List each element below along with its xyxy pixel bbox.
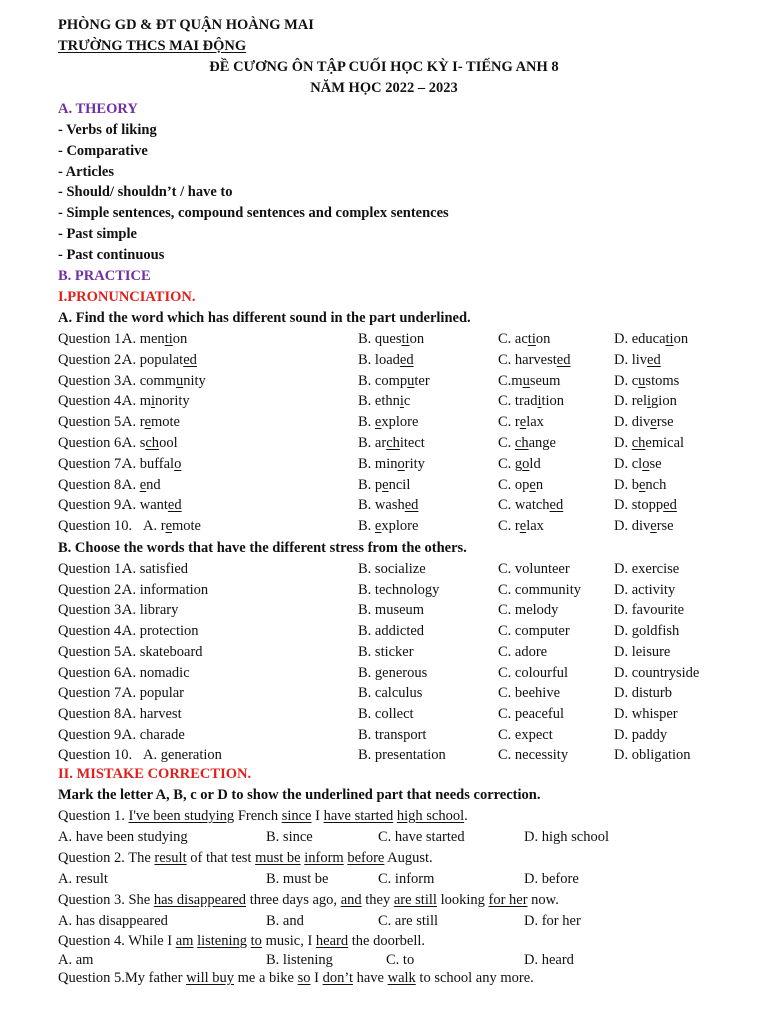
answer-option: D. high school xyxy=(524,829,609,845)
mistake-instruction-line xyxy=(0,785,768,805)
theory-item-text: - Comparative xyxy=(58,142,148,159)
question-number: Question 7. xyxy=(58,685,125,702)
answer-option: C. are still xyxy=(378,913,439,929)
theory-item-text: - Verbs of liking xyxy=(58,122,157,138)
theory-item xyxy=(0,141,768,161)
underlined-part: e xyxy=(650,518,657,535)
option-c: C. colourful xyxy=(498,664,569,681)
option-b: B. ethnic xyxy=(358,393,411,410)
answer-option: C. have started xyxy=(378,829,465,845)
answer-options xyxy=(0,869,768,889)
theory-item xyxy=(0,224,768,244)
option-d: D. lived xyxy=(614,351,661,368)
option-a: A. generation xyxy=(143,747,222,764)
option-c: C. harvested xyxy=(498,351,571,368)
question-number: Question 3. xyxy=(58,372,125,389)
theory-item xyxy=(0,182,768,202)
option-c: C. watched xyxy=(498,497,564,514)
option-a: A. buffalo xyxy=(122,455,182,472)
table-row xyxy=(0,371,768,391)
theory-heading: A. THEORY xyxy=(58,101,138,117)
pronunciation-heading: I.PRONUNCIATION. xyxy=(58,289,196,305)
answer-option: A. am xyxy=(58,952,94,968)
question-number: Question 3. xyxy=(58,602,125,619)
option-c: C. computer xyxy=(498,623,570,640)
underlined-part: e xyxy=(144,414,151,431)
underlined-part: ti xyxy=(665,331,674,347)
option-d: D. activity xyxy=(614,581,676,598)
table-row xyxy=(0,495,768,515)
table-row xyxy=(0,454,768,474)
theory-item-text: - Simple sentences, compound sentences and complex sentences xyxy=(58,205,449,222)
answer-option: B. since xyxy=(266,829,313,845)
question-number: Question 1. xyxy=(58,561,125,577)
option-a: A. satisfied xyxy=(122,561,189,577)
underlined-part: before xyxy=(347,850,385,866)
question-sentence: Question 5.My father will buy me a bike so I don’t have walk to school any more. xyxy=(58,970,534,986)
option-d: D. education xyxy=(614,331,689,347)
answer-options xyxy=(0,950,768,970)
question-sentence: Question 4. While I am listening to music, I heard the doorbell. xyxy=(58,933,426,949)
underlined-part: e xyxy=(638,476,646,493)
option-b: B. addicted xyxy=(358,623,425,640)
underlined-part: o xyxy=(642,455,650,472)
option-a: A. information xyxy=(122,581,209,598)
theory-item xyxy=(0,162,768,182)
option-a: A. popular xyxy=(122,685,185,702)
underlined-part: heard xyxy=(315,933,349,949)
theory-item-text: - Past simple xyxy=(58,226,137,242)
answer-option: C. to xyxy=(386,952,415,968)
answer-option: C. inform xyxy=(378,871,435,887)
theory-item xyxy=(0,203,768,223)
school-line xyxy=(0,36,768,56)
underlined-part: e xyxy=(529,476,536,493)
practice-heading: B. PRACTICE xyxy=(58,268,151,284)
option-d: D. favourite xyxy=(614,602,685,619)
underlined-part: walk xyxy=(387,970,416,986)
underlined-part: ed xyxy=(663,497,677,514)
underlined-part: are still xyxy=(393,892,437,908)
table-row xyxy=(0,559,768,579)
theory-item xyxy=(0,245,768,265)
document-title: ĐỀ CƯƠNG ÔN TẬP CUỐI HỌC KỲ I- TIẾNG ANH 8 xyxy=(209,59,559,75)
underlined-part: ti xyxy=(401,331,410,347)
option-d: D. stopped xyxy=(614,497,677,514)
underlined-part: o xyxy=(397,455,405,472)
option-d: D. whisper xyxy=(614,705,678,722)
mistake-heading: II. MISTAKE CORRECTION. xyxy=(58,766,252,782)
answer-option: A. have been studying xyxy=(58,829,188,845)
option-d: D. diverse xyxy=(614,414,674,431)
table-row xyxy=(0,580,768,600)
underlined-part: ed xyxy=(647,351,661,368)
answer-option: B. listening xyxy=(266,952,333,968)
question-number: Question 4. xyxy=(58,623,125,640)
mistake-question xyxy=(0,931,768,951)
table-row xyxy=(0,745,768,765)
option-d: D. obligation xyxy=(614,747,691,764)
table-row xyxy=(0,621,768,641)
underlined-part: has disappeared xyxy=(153,892,247,908)
question-number: Question 7. xyxy=(58,455,125,472)
question-sentence: Question 2. The result of that test must be inform before August. xyxy=(58,850,433,866)
underlined-part: so xyxy=(297,970,311,986)
underlined-part: don’t xyxy=(322,970,353,986)
question-number: Question 9. xyxy=(58,726,125,743)
option-b: B. generous xyxy=(358,664,428,681)
option-d: D. leisure xyxy=(614,643,671,660)
underlined-part: e xyxy=(519,414,527,431)
option-a: A. end xyxy=(122,476,161,493)
table-row xyxy=(0,475,768,495)
question-number: Question 10. xyxy=(58,518,133,535)
department-name: PHÒNG GD & ĐT QUẬN HOÀNG MAI xyxy=(58,17,314,33)
option-d: D. goldfish xyxy=(614,623,680,640)
underlined-part: ed xyxy=(167,497,182,514)
pronunciation-heading-line xyxy=(0,287,768,307)
option-b: B. transport xyxy=(358,726,427,743)
option-d: D. customs xyxy=(614,372,680,389)
underlined-part: i xyxy=(647,393,652,410)
question-number: Question 6. xyxy=(58,435,125,451)
option-d: D. religion xyxy=(614,393,677,410)
department-line xyxy=(0,15,768,35)
underlined-part: high school xyxy=(396,808,465,824)
option-a: A. remote xyxy=(143,518,201,535)
answer-option: B. must be xyxy=(266,871,329,887)
option-b: B. calculus xyxy=(358,685,423,702)
school-year: NĂM HỌC 2022 – 2023 xyxy=(310,80,458,96)
part-b-instruction: B. Choose the words that have the different stress from the others. xyxy=(58,540,467,556)
underlined-part: e xyxy=(519,518,527,535)
table-row xyxy=(0,350,768,370)
question-sentence: Question 3. She has disappeared three days ago, and they are still looking for her now. xyxy=(58,892,559,908)
option-c: C. beehive xyxy=(498,685,561,702)
table-row xyxy=(0,391,768,411)
title-line xyxy=(0,57,768,77)
underlined-part: u xyxy=(638,372,646,389)
option-a: A. nomadic xyxy=(122,664,190,681)
theory-item xyxy=(0,120,768,140)
mistake-instruction: Mark the letter A, B, c or D to show the underlined part that needs correction. xyxy=(58,787,541,803)
option-d: D. disturb xyxy=(614,685,672,702)
part-b-instruction-line xyxy=(0,538,768,558)
option-c: C. relax xyxy=(498,414,544,431)
underlined-part: to xyxy=(250,933,262,949)
option-b: B. collect xyxy=(358,705,414,722)
question-number: Question 8. xyxy=(58,476,125,493)
option-a: A. harvest xyxy=(122,705,182,722)
answer-options xyxy=(0,827,768,847)
underlined-part: I've been studying xyxy=(128,808,235,824)
option-d: D. close xyxy=(614,455,662,472)
underlined-part: ch xyxy=(631,435,646,451)
underlined-part: ti xyxy=(527,331,536,347)
theory-item-text: - Past continuous xyxy=(58,246,165,263)
option-c: C. open xyxy=(498,476,544,493)
theory-heading-line xyxy=(0,99,768,119)
question-number: Question 4. xyxy=(58,393,125,410)
school-name: TRƯỜNG THCS MAI ĐỘNG xyxy=(58,38,247,54)
underlined-part: inform xyxy=(304,850,344,866)
option-c: C. community xyxy=(498,581,581,598)
question-number: Question 5. xyxy=(58,643,125,660)
theory-item-text: - Articles xyxy=(58,163,114,180)
option-d: D. countryside xyxy=(614,664,700,681)
option-b: B. minority xyxy=(358,455,425,472)
option-c: C. necessity xyxy=(498,747,569,764)
table-row xyxy=(0,516,768,536)
mistake-heading-line xyxy=(0,764,768,784)
option-c: C. gold xyxy=(498,455,541,472)
option-a: A. minority xyxy=(122,393,190,410)
table-row xyxy=(0,704,768,724)
option-c: C.museum xyxy=(498,372,561,389)
option-a: A. wanted xyxy=(122,497,182,514)
underlined-part: ch xyxy=(514,435,529,451)
option-a: A. library xyxy=(122,602,179,619)
underlined-part: must be xyxy=(255,850,301,866)
mistake-question xyxy=(0,968,768,988)
underlined-part: ed xyxy=(183,351,197,368)
underlined-part: o xyxy=(174,455,182,472)
practice-heading-line xyxy=(0,266,768,286)
underlined-part: ti xyxy=(164,331,173,347)
underlined-part: e xyxy=(165,518,172,535)
option-c: C. peaceful xyxy=(498,705,565,722)
table-row xyxy=(0,329,768,349)
option-b: B. washed xyxy=(358,497,419,514)
underlined-part: o xyxy=(522,455,530,472)
underlined-part: ch xyxy=(386,435,400,451)
option-a: A. mention xyxy=(122,331,188,347)
underlined-part: listening xyxy=(197,933,248,949)
table-row xyxy=(0,433,768,453)
underlined-part: e xyxy=(139,476,147,493)
question-number: Question 10. xyxy=(58,747,133,764)
option-b: B. computer xyxy=(358,372,430,389)
table-row xyxy=(0,725,768,745)
underlined-part: i xyxy=(537,393,542,410)
question-sentence: Question 1. I've been studying French since I have started high school. xyxy=(58,808,468,824)
option-c: C. tradition xyxy=(498,393,565,410)
question-number: Question 8. xyxy=(58,705,125,722)
underlined-part: e xyxy=(374,414,382,431)
part-a-instruction-line xyxy=(0,308,768,328)
underlined-part: ch xyxy=(145,435,160,451)
option-b: B. museum xyxy=(358,602,425,619)
option-a: A. community xyxy=(122,372,206,389)
option-c: C. change xyxy=(498,435,556,451)
underlined-part: i xyxy=(151,393,156,410)
table-row xyxy=(0,663,768,683)
option-c: C. adore xyxy=(498,643,548,660)
question-number: Question 6. xyxy=(58,664,125,681)
option-b: B. architect xyxy=(358,435,425,451)
option-c: C. expect xyxy=(498,726,553,743)
option-a: A. remote xyxy=(122,414,180,431)
option-a: A. populated xyxy=(122,351,197,368)
question-number: Question 1. xyxy=(58,331,125,347)
underlined-part: ed xyxy=(399,351,414,368)
table-row xyxy=(0,412,768,432)
underlined-part: u xyxy=(407,372,415,389)
mistake-question xyxy=(0,890,768,910)
option-c: C. volunteer xyxy=(498,561,570,577)
option-b: B. loaded xyxy=(358,351,414,368)
option-a: A. school xyxy=(122,435,178,451)
option-c: C. action xyxy=(498,331,551,347)
option-a: A. protection xyxy=(122,623,199,640)
year-line xyxy=(0,78,768,98)
underlined-part: e xyxy=(650,414,657,431)
underlined-part: ed xyxy=(404,497,419,514)
underlined-part: u xyxy=(175,372,184,389)
answer-options xyxy=(0,911,768,931)
question-number: Question 9. xyxy=(58,497,125,514)
mistake-question xyxy=(0,848,768,868)
underlined-part: i xyxy=(399,393,404,410)
table-row xyxy=(0,600,768,620)
option-d: D. chemical xyxy=(614,435,685,451)
answer-option: B. and xyxy=(266,913,304,929)
option-d: D. exercise xyxy=(614,561,680,577)
underlined-part: for her xyxy=(488,892,528,908)
option-d: D. bench xyxy=(614,476,667,493)
underlined-part: u xyxy=(522,372,530,389)
option-b: B. pencil xyxy=(358,476,411,493)
table-row xyxy=(0,642,768,662)
theory-item-text: - Should/ shouldn’t / have to xyxy=(58,184,233,201)
underlined-part: am xyxy=(175,933,194,949)
underlined-part: ed xyxy=(556,351,571,368)
underlined-part: e xyxy=(374,518,382,535)
option-d: D. diverse xyxy=(614,518,674,535)
answer-option: A. has disappeared xyxy=(58,913,168,929)
underlined-part: since xyxy=(281,808,312,824)
option-b: B. socialize xyxy=(358,561,426,577)
underlined-part: will buy xyxy=(186,970,234,986)
option-d: D. paddy xyxy=(614,726,668,743)
question-number: Question 2. xyxy=(58,581,125,598)
underlined-part: result xyxy=(154,850,187,866)
option-c: C. melody xyxy=(498,602,559,619)
table-row xyxy=(0,683,768,703)
answer-option: D. before xyxy=(524,871,579,887)
answer-option: D. for her xyxy=(524,913,581,929)
option-b: B. sticker xyxy=(358,643,414,660)
mistake-question xyxy=(0,806,768,826)
option-a: A. skateboard xyxy=(122,643,203,660)
part-a-instruction: A. Find the word which has different sound in the part underlined. xyxy=(58,310,471,326)
underlined-part: e xyxy=(382,476,389,493)
option-a: A. charade xyxy=(122,726,185,743)
option-b: B. question xyxy=(358,331,425,347)
option-b: B. technology xyxy=(358,581,440,598)
answer-option: D. heard xyxy=(524,952,574,968)
question-number: Question 2. xyxy=(58,351,125,368)
underlined-part: and xyxy=(340,892,362,908)
answer-option: A. result xyxy=(58,871,108,887)
underlined-part: have started xyxy=(323,808,394,824)
option-b: B. explore xyxy=(358,518,419,535)
option-b: B. explore xyxy=(358,414,419,431)
underlined-part: ed xyxy=(549,497,564,514)
option-c: C. relax xyxy=(498,518,544,535)
option-b: B. presentation xyxy=(358,747,446,764)
question-number: Question 5. xyxy=(58,414,125,431)
